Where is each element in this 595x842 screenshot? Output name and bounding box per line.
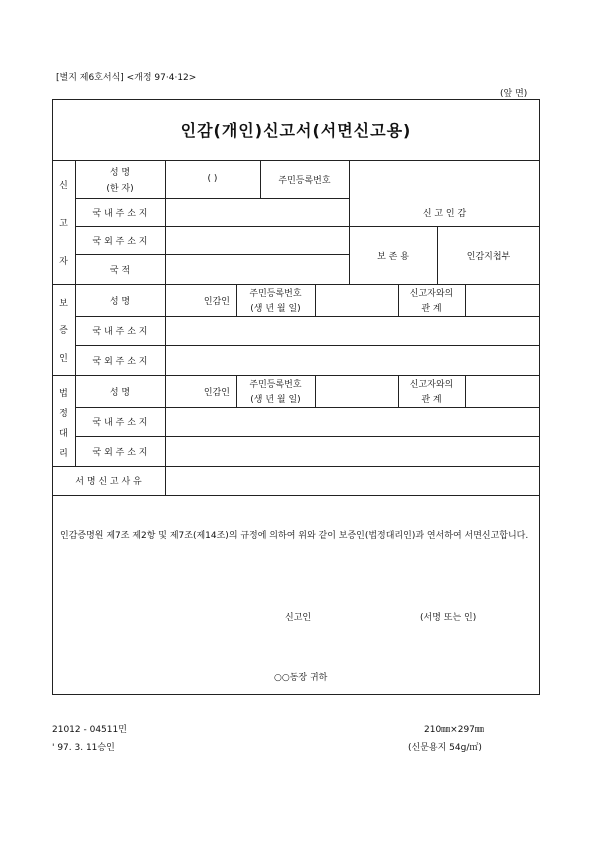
reason-label: 서 명 신 고 사 유 xyxy=(75,477,142,487)
sign-note[interactable]: (서명 또는 인) xyxy=(420,613,477,623)
reporter-nationality-field[interactable] xyxy=(165,254,349,284)
form-title: 인감(개인)신고서(서면신고용) xyxy=(180,121,412,140)
footer-size: 210㎜×297㎜ xyxy=(424,725,484,735)
guarantor-relation-label: 신고자와의 xyxy=(409,289,454,299)
reporter-group-label: 신 고 자 xyxy=(59,180,68,268)
agent-foreign-label: 국 외 주 소 지 xyxy=(92,447,148,458)
guarantor-seal-label: 인감인 xyxy=(203,296,230,307)
guarantor-relation-field[interactable] xyxy=(465,284,540,316)
reporter-name-label: 성 명 xyxy=(109,168,131,178)
reporter-hanja-paren: ( ) xyxy=(207,174,218,184)
reporter-foreign-field[interactable] xyxy=(165,226,349,254)
guarantor-group-label: 보 증 인 xyxy=(59,299,68,364)
guarantor-rrn-label: 주민등록번호 xyxy=(249,289,302,299)
guarantor-foreign-field[interactable] xyxy=(165,345,540,375)
footer-approval: ' 97. 3. 11승인 xyxy=(52,743,115,753)
agent-domestic-label: 국 내 주 소 지 xyxy=(92,418,148,428)
reporter-hanja-label: (한 자) xyxy=(106,184,134,194)
agent-group-label: 법 정 대 리 xyxy=(59,388,68,459)
reporter-rrn-label: 주민등록번호 xyxy=(278,175,331,186)
agent-relation-label: 신고자와의 xyxy=(409,380,454,390)
agent-rrn-field[interactable] xyxy=(315,375,398,407)
seal-attach-area[interactable]: 인감지첩부 xyxy=(466,251,511,262)
agent-relation-field[interactable] xyxy=(465,375,540,407)
reason-field[interactable] xyxy=(165,466,540,495)
reporter-nationality-label: 국 적 xyxy=(109,265,131,276)
guarantor-name-label: 성 명 xyxy=(109,296,131,307)
guarantor-dob-label: (생 년 월 일) xyxy=(250,304,301,314)
agent-relation-label-2: 관 계 xyxy=(421,395,442,405)
page-side-label: (앞 면) xyxy=(500,89,528,99)
reporter-domestic-label: 국 내 주 소 지 xyxy=(92,208,148,219)
agent-dob-label: (생 년 월 일) xyxy=(250,395,301,405)
declaration-statement: 인감증명원 제7조 제2항 및 제7조(제14조)의 규정에 의하여 위와 같이 보증인(법정대리인)과 연서하여 서면신고합니다. xyxy=(60,531,529,541)
reporter-seal-label: 신 고 인 감 xyxy=(422,208,467,219)
agent-domestic-field[interactable] xyxy=(165,407,540,436)
reporter-domestic-field[interactable] xyxy=(165,198,349,226)
reporter-rrn-field[interactable] xyxy=(349,160,540,198)
form-number: [별지 제6호서식] <개정 97·4·12> xyxy=(56,73,197,83)
guarantor-relation-label-2: 관 계 xyxy=(421,304,442,314)
reporter-foreign-label: 국 외 주 소 지 xyxy=(92,236,148,247)
addressee: ○○동장 귀하 xyxy=(274,673,328,683)
footer-paper: (신문용지 54g/㎡) xyxy=(408,743,482,753)
agent-rrn-label: 주민등록번호 xyxy=(249,380,302,390)
signer-label: 신고인 xyxy=(285,613,312,623)
guarantor-rrn-field[interactable] xyxy=(315,284,398,316)
footer-code: 21012 - 04511민 xyxy=(52,725,127,735)
reporter-keep-label: 보 존 용 xyxy=(377,251,409,262)
agent-seal-label: 인감인 xyxy=(203,387,230,398)
agent-name-label: 성 명 xyxy=(109,387,131,398)
guarantor-foreign-label: 국 외 주 소 지 xyxy=(92,356,148,367)
guarantor-domestic-label: 국 내 주 소 지 xyxy=(92,327,148,337)
agent-foreign-field[interactable] xyxy=(165,436,540,466)
guarantor-domestic-field[interactable] xyxy=(165,316,540,345)
